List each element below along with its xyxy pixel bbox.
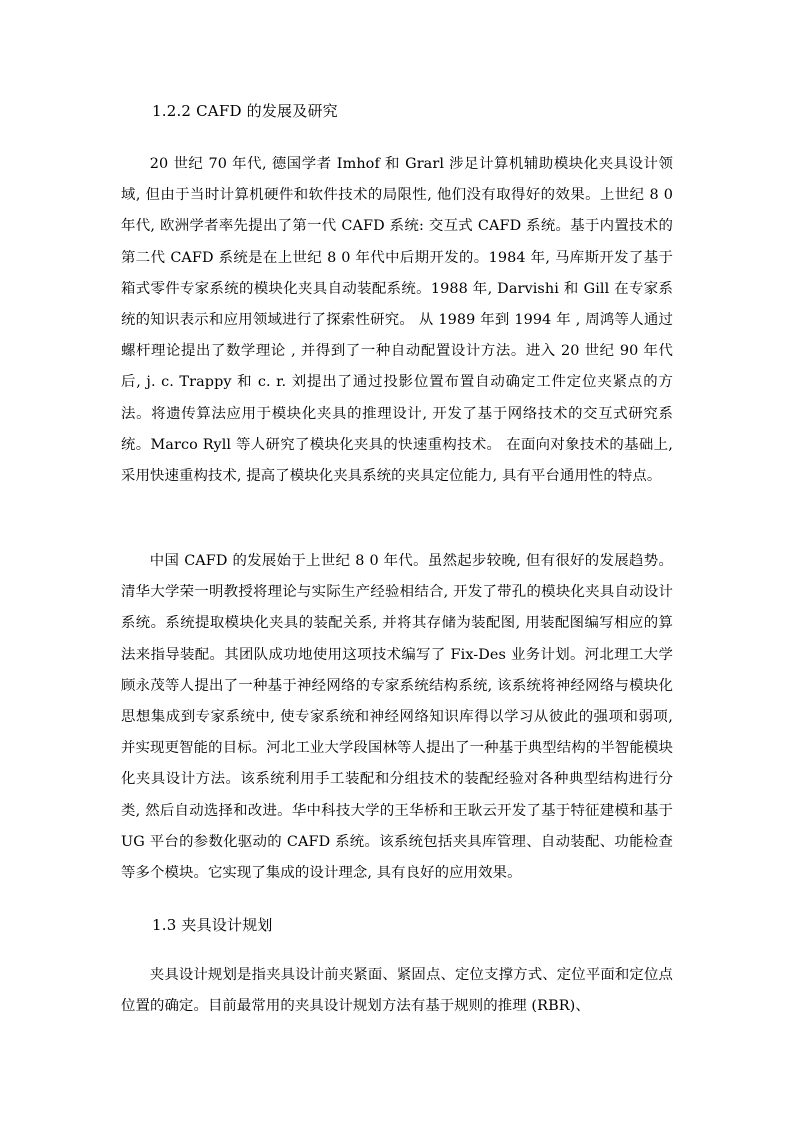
section-heading-cafd-development: 1.2.2 CAFD 的发展及研究 [152,102,338,120]
section-heading-fixture-design-planning: 1.3 夹具设计规划 [152,916,273,934]
paragraph-fixture-design-planning: 夹具设计规划是指夹具设计前夹紧面、紧固点、定位支撑方式、定位平面和定位点位置的确定。目前最常用的夹具设计规划方法有基于规则的推理 (RBR)、 [121,967,673,1015]
paragraph-cafd-history-china: 中国 CAFD 的发展始于上世纪 8 0 年代。虽然起步较晚, 但有很好的发展趋势。清华大学荣一明教授将理论与实际生产经验相结合, 开发了带孔的模块化夹具自动设计系统。系统提取模块化夹具的装配关系, 并将其存储为装配图, 用装配图编写相应的算法来指导装配。其团队成功地使用这项技术编写了 Fix-Des 业务计划。河北理工大学顾永茂等人提出了一种基于神经网络的专家系统结构系统, 该系统将神经网络与模块化思想集成到专家系统中, 使专家系统和神经网络知识库得以学习从彼此的强项和弱项, 并实现更智能的目标。河北工业大学段国林等人提出了一种基于典型结构的半智能模块化夹具设计方法。该系统利用手工装配和分组技术的装配经验对各种典型结构进行分类, 然后自动选择和改进。华中科技大学的王华桥和王耿云开发了基于特征建模和基于 UG 平台的参数化驱动的 CAFD 系统。该系统包括夹具库管理、自动装配、功能检查等多个模块。它实现了集成的设计理念, 具有良好的应用效果。 [121,553,673,882]
paragraph-cafd-history-abroad: 20 世纪 70 年代, 德国学者 Imhof 和 Grarl 涉足计算机辅助模块化夹具设计领域, 但由于当时计算机硬件和软件技术的局限性, 他们没有取得好的效果。上世纪 8 0 年代, 欧洲学者率先提出了第一代 CAFD 系统: 交互式 CAFD 系统。基于内置技术的第二代 CAFD 系统是在上世纪 8 0 年代中后期开发的。1984 年, 马库斯开发了基于箱式零件专家系统的模块化夹具自动装配系统。1988 年, Darvishi 和 Gill 在专家系统的知识表示和应用领域进行了探索性研究。 从 1989 年到 1994 年 , 周鸿等人通过螺杆理论提出了数学理论 , 并得到了一种自动配置设计方法。进入 20 世纪 90 年代后, j. c. Trappy 和 c. r. 刘提出了通过投影位置布置自动确定工件定位夹紧点的方法。将遗传算法应用于模块化夹具的推理设计, 开发了基于网络技术的交互式研究系统。Marco Ryll 等人研究了模块化夹具的快速重构技术。 在面向对象技术的基础上, 采用快速重构技术, 提高了模块化夹具系统的夹具定位能力, 具有平台通用性的特点。 [121,156,673,485]
